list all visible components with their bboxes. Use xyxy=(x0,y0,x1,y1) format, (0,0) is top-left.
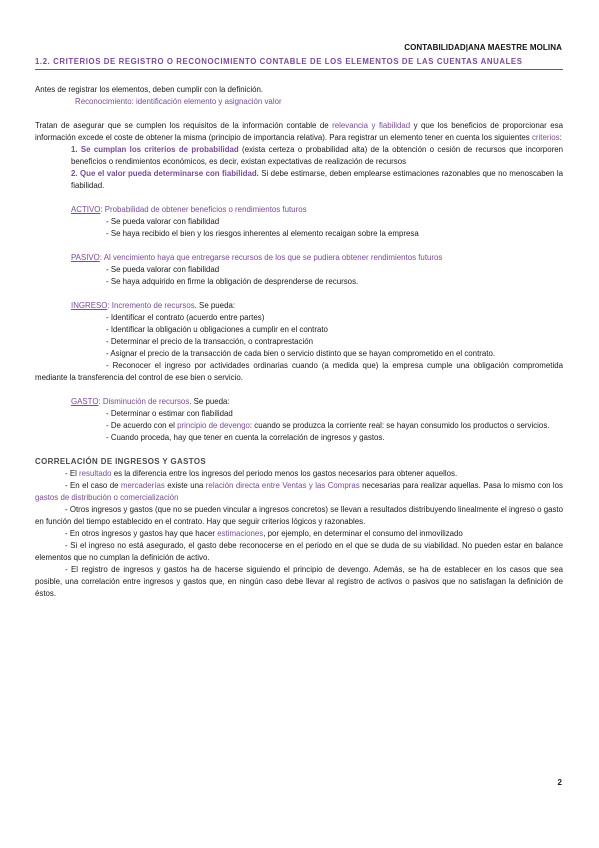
criterion-1: 1. Se cumplan los criterios de probabilidad (exista certeza o probabilidad alta) de la obtención o cesión de recursos que incorporen beneficios o rendimientos económicos, es decir, existan expectativas de realización de recursos xyxy=(71,145,563,166)
intro-subtitle: Reconocimiento: identificación elemento y asignación valor xyxy=(75,97,282,106)
running-head: CONTABILIDAD|ANA MAESTRE MOLINA xyxy=(404,43,562,52)
correlacion-item: - El registro de ingresos y gastos ha de hacerse siguiendo el principio de devengo. Además, se ha de establecer en los casos que sea posible, una correlación entre ingresos y gastos que, en ningún caso debe llevar al registro de activos o pasivos que no satisfagan la definición de éstos. xyxy=(35,565,563,598)
criteria-paragraph: Tratan de asegurar que se cumplen los requisitos de la información contable de relevancia y fiabilidad y que los beneficios de proporcionar esa información excede el coste de obtener la misma (principio de importancia relativa). Para registrar un elemento tener en cuenta los siguientes criterios: xyxy=(35,121,563,142)
list-item: - De acuerdo con el principio de devengo: cuando se produzca la corriente real: se hayan consumido los productos o servicios. xyxy=(106,421,550,430)
pasivo-heading: PASIVO: Al vencimiento haya que entregarse recursos de los que se pudiera obtener rendimientos futuros xyxy=(71,253,443,262)
list-item: - Cuando proceda, hay que tener en cuenta la correlación de ingresos y gastos. xyxy=(106,433,385,442)
correlacion-item: - El resultado es la diferencia entre los ingresos del periodo menos los gastos necesarios para obtener aquellos. xyxy=(65,469,458,478)
page-body xyxy=(35,84,563,600)
intro-line: Antes de registrar los elementos, deben cumplir con la definición. xyxy=(35,85,264,94)
list-item: - Se pueda valorar con fiabilidad xyxy=(106,265,220,274)
criterion-2: 2. Que el valor pueda determinarse con fiabilidad. Si debe estimarse, deben emplearse estimaciones razonables que no menoscaben la fiabilidad. xyxy=(71,169,563,190)
list-item: - Se haya recibido el bien y los riesgos inherentes al elemento recaigan sobre la empresa xyxy=(106,229,419,238)
list-item: - Determinar o estimar con fiabilidad xyxy=(106,409,233,418)
correlacion-item: - Otros ingresos y gastos (que no se pueden vincular a ingresos concretos) se llevan a resultados distribuyendo linealmente el ingreso o gasto en función del tiempo establecido en el contrato. Hay que seguir criterios lógicos y razonables. xyxy=(35,505,563,526)
list-item: - Reconocer el ingreso por actividades ordinarias cuando (a medida que) la empresa cumple una obligación comprometida mediante la transferencia del control de ese bien o servicio. xyxy=(35,361,563,382)
correlacion-item: - En el caso de mercaderías existe una relación directa entre Ventas y las Compras necesarias para realizar aquellas. Pasa lo mismo con los gastos de distribución o comercialización xyxy=(35,481,563,502)
list-item: - Asignar el precio de la transacción de cada bien o servicio distinto que se hayan comprometido en el contrato. xyxy=(106,349,496,358)
correlacion-heading: CORRELACIÓN DE INGRESOS Y GASTOS xyxy=(35,457,207,466)
list-item: - Se pueda valorar con fiabilidad xyxy=(106,217,220,226)
page-number: 2 xyxy=(557,778,562,787)
header-rule xyxy=(35,69,563,70)
list-item: - Determinar el precio de la transacción, o contraprestación xyxy=(106,337,314,346)
correlacion-item: - En otros ingresos y gastos hay que hacer estimaciones, por ejemplo, en determinar el consumo del inmovilizado xyxy=(65,529,463,538)
section-title: 1.2. CRITERIOS DE REGISTRO O RECONOCIMIENTO CONTABLE DE LOS ELEMENTOS DE LAS CUENTAS ANUALES xyxy=(35,57,523,66)
list-item: - Se haya adquirido en firme la obligación de desprenderse de recursos. xyxy=(106,277,359,286)
activo-heading: ACTIVO: Probabilidad de obtener beneficios o rendimientos futuros xyxy=(71,205,307,214)
gasto-heading: GASTO: Disminución de recursos. Se pueda: xyxy=(71,397,230,406)
ingreso-heading: INGRESO: Incremento de recursos. Se pueda: xyxy=(71,301,236,310)
list-item: - Identificar la obligación u obligaciones a cumplir en el contrato xyxy=(106,325,328,334)
list-item: - Identificar el contrato (acuerdo entre partes) xyxy=(106,313,265,322)
correlacion-item: - Si el ingreso no está asegurado, el gasto debe reconocerse en el periodo en el que se duda de su viabilidad. No pueden estar en balance elementos que no cumplan la definición de activo. xyxy=(35,541,563,562)
